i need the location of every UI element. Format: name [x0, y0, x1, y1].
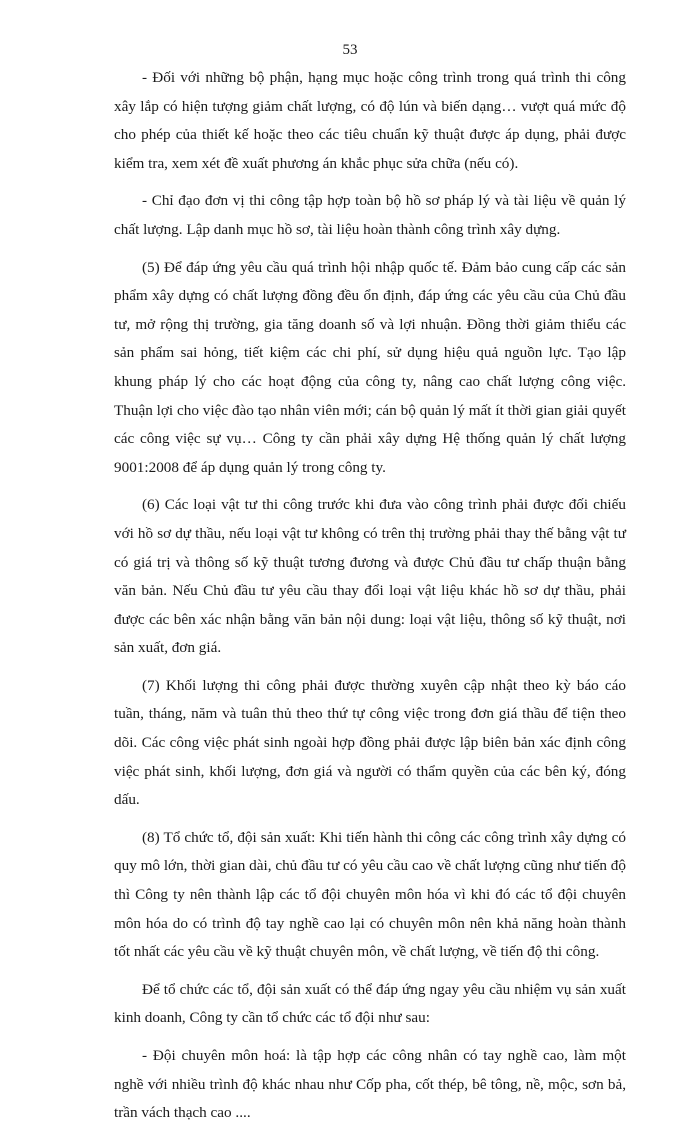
paragraph-5-iso-system: (5) Để đáp ứng yêu cầu quá trình hội nhập quốc tế. Đảm bảo cung cấp các sản phẩm xây dựng có chất lượng đồng đều ổn định, đáp ứng các yêu cầu của Chủ đầu tư, mở rộng thị trường, gia tăng doanh số và lợi nhuận. Đồng thời giảm thiểu các sản phẩm sai hỏng, tiết kiệm các chi phí, sử dụng hiệu quả nguồn lực. Tạo lập khung pháp lý cho các hoạt động của công ty, nâng cao chất lượng công việc. Thuận lợi cho việc đào tạo nhân viên mới; cán bộ quản lý mất ít thời gian giải quyết các công việc sự vụ… Công ty cần phải xây dựng Hệ thống quản lý chất lượng 9001:2008 để áp dụng quản lý trong công ty. — [114, 258, 626, 476]
page-number: 53 — [342, 42, 358, 58]
paragraph-team-organization: Để tổ chức các tổ, đội sản xuất có thể đáp ứng ngay yêu cầu nhiệm vụ sản xuất kinh doanh, Công ty cần tổ chức các tổ đội như sau: — [114, 980, 626, 1027]
paragraph-7-volume-updates: (7) Khối lượng thi công phải được thường xuyên cập nhật theo kỳ báo cáo tuần, tháng, năm và tuân thủ theo thứ tự công việc trong đơn giá thầu để tiện theo dõi. Các công việc phát sinh ngoài hợp đồng phải được lập biên bản xác định công việc phát sinh, khối lượng, đơn giá và người có thẩm quyền của các bên ký, đóng dấu. — [114, 676, 626, 809]
paragraph-8-production-teams: (8) Tổ chức tổ, đội sản xuất: Khi tiến hành thi công các công trình xây dựng có quy mô lớn, thời gian dài, chủ đầu tư có yêu cầu cao về chất lượng cũng như tiến độ thì Công ty nên thành lập các tổ đội chuyên môn hóa vì khi đó các tổ đội chuyên môn hóa do có trình độ tay nghề cao lại có chuyên môn nên khả năng hoàn thành tốt nhất các yêu cầu về kỹ thuật chuyên môn, về chất lượng, về tiến độ thi công. — [114, 828, 626, 961]
paragraph-quality-defects: - Đối với những bộ phận, hạng mục hoặc công trình trong quá trình thi công xây lắp có hiện tượng giảm chất lượng, có độ lún và biến dạng… vượt quá mức độ cho phép của thiết kế hoặc theo các tiêu chuẩn kỹ thuật được áp dụng, phải được kiểm tra, xem xét đề xuất phương án khắc phục sửa chữa (nếu có). — [114, 69, 626, 172]
paragraph-6-materials: (6) Các loại vật tư thi công trước khi đưa vào công trình phải được đối chiếu với hồ sơ dự thầu, nếu loại vật tư không có trên thị trường phải thay thế bằng vật tư có giá trị và thông số kỹ thuật tương đương và được Chủ đầu tư chấp thuận bằng văn bản. Nếu Chủ đầu tư yêu cầu thay đổi loại vật liệu khác hồ sơ dự thầu, phải được các bên xác nhận bằng văn bản nội dung: loại vật liệu, thông số kỹ thuật, nơi sản xuất, đơn giá. — [114, 496, 626, 657]
paragraph-specialized-team: - Đội chuyên môn hoá: là tập hợp các công nhân có tay nghề cao, làm một nghề với nhiều trình độ khác nhau như Cốp pha, cốt thép, bê tông, nề, mộc, sơn bả, trần vách thạch cao .... — [114, 1047, 626, 1122]
document-body — [114, 64, 626, 1137]
paragraph-legal-records: - Chỉ đạo đơn vị thi công tập hợp toàn bộ hồ sơ pháp lý và tài liệu về quản lý chất lượng. Lập danh mục hồ sơ, tài liệu hoàn thành công trình xây dựng. — [114, 192, 626, 238]
